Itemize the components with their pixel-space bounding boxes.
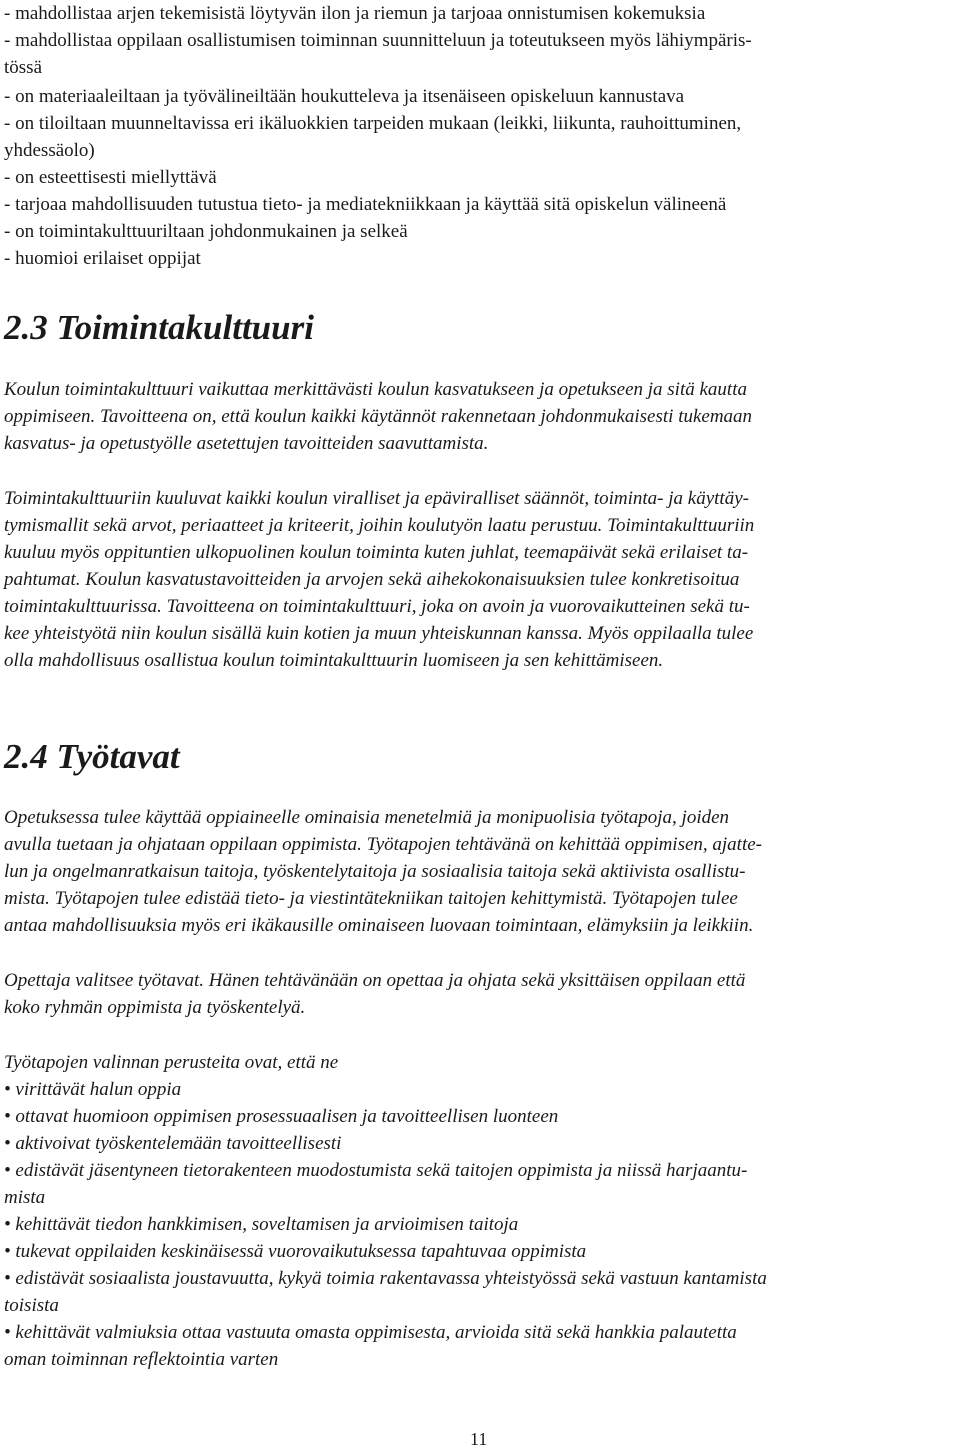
list-line: - on tiloiltaan muunneltavissa eri ikäluokkien tarpeiden mukaan (leikki, liikunta, rauhoittuminen, xyxy=(4,113,742,134)
paragraph-line: lun ja ongelmanratkaisun taitoja, työskentelytaitoja ja sosiaalisia taitoja sekä aktiivista osallistu- xyxy=(4,861,746,882)
paragraph-line: toimintakulttuurissa. Tavoitteena on toimintakulttuuri, joka on avoin ja vuorovaikutteinen sekä tu- xyxy=(4,596,750,617)
paragraph-line: mista. Työtapojen tulee edistää tieto- ja viestintätekniikan taitojen kehittymistä. Työtapojen tulee xyxy=(4,888,738,909)
page-number: 11 xyxy=(470,1429,488,1449)
paragraph-line: kee yhteistyötä niin koulun sisällä kuin kotien ja muun yhteiskunnan kanssa. Myös oppilaalla tulee xyxy=(4,623,754,644)
section-heading: 2.4 Työtavat xyxy=(4,737,180,776)
paragraph-line: Opettaja valitsee työtavat. Hänen tehtävänään on opettaa ja ohjata sekä yksittäisen oppilaan että xyxy=(4,970,746,991)
list-line: - huomioi erilaiset oppijat xyxy=(4,248,201,269)
paragraph-line: pahtumat. Koulun kasvatustavoitteiden ja arvojen sekä aihekokonaisuuksien tulee konkretisoitua xyxy=(4,569,740,590)
list-line: - mahdollistaa oppilaan osallistumisen toiminnan suunnitteluun ja toteutukseen myös lähiympäris- xyxy=(4,30,752,51)
section-heading: 2.3 Toimintakulttuuri xyxy=(4,308,314,347)
bullet-line: • tukevat oppilaiden keskinäisessä vuorovaikutuksessa tapahtuvaa oppimista xyxy=(4,1241,587,1262)
list-line: - on toimintakulttuuriltaan johdonmukainen ja selkeä xyxy=(4,221,408,242)
paragraph-line: Koulun toimintakulttuuri vaikuttaa merkittävästi koulun kasvatukseen ja opetukseen ja sitä kautta xyxy=(4,379,747,400)
list-line: yhdessäolo) xyxy=(4,140,95,161)
bullet-line: • kehittävät tiedon hankkimisen, soveltamisen ja arvioimisen taitoja xyxy=(4,1214,519,1235)
paragraph-line: kuuluu myös oppituntien ulkopuolinen koulun toiminta kuten juhlat, teemapäivät sekä erilaiset ta- xyxy=(4,542,749,563)
bullet-line: • aktivoivat työskentelemään tavoitteellisesti xyxy=(4,1133,342,1154)
paragraph-line: tymismallit sekä arvot, periaatteet ja kriteerit, joihin koulutyön laatu perustuu. Toimintakulttuuriin xyxy=(4,515,755,536)
list-line: - tarjoaa mahdollisuuden tutustua tieto- ja mediatekniikkaan ja käyttää sitä opiskelun välineenä xyxy=(4,194,727,215)
paragraph-line: kasvatus- ja opetustyölle asetettujen tavoitteiden saavuttamista. xyxy=(4,433,489,454)
bullet-line: • edistävät jäsentyneen tietorakenteen muodostumista sekä taitojen oppimista ja niissä harjaantu- xyxy=(4,1160,748,1181)
list-line: tössä xyxy=(4,57,42,78)
bullet-line: mista xyxy=(4,1187,46,1208)
paragraph-line: koko ryhmän oppimista ja työskentelyä. xyxy=(4,997,306,1018)
paragraph-line: oppimiseen. Tavoitteena on, että koulun kaikki käytännöt rakennetaan johdonmukaisesti tukemaan xyxy=(4,406,753,427)
bullet-line: • edistävät sosiaalista joustavuutta, kykyä toimia rakentavassa yhteistyössä sekä vastuun kantamista xyxy=(4,1268,767,1289)
list-line: - on materiaaleiltaan ja työvälineiltään houkutteleva ja itsenäiseen opiskeluun kannustava xyxy=(4,86,685,107)
bullet-line: oman toiminnan reflektointia varten xyxy=(4,1349,279,1370)
paragraph-line: Työtapojen valinnan perusteita ovat, että ne xyxy=(4,1052,339,1073)
paragraph-line: Opetuksessa tulee käyttää oppiaineelle ominaisia menetelmiä ja monipuolisia työtapoja, joiden xyxy=(4,807,730,828)
bullet-line: • virittävät halun oppia xyxy=(4,1079,182,1100)
bullet-line: toisista xyxy=(4,1295,59,1316)
paragraph-line: olla mahdollisuus osallistua koulun toimintakulttuurin luomiseen ja sen kehittämiseen. xyxy=(4,650,664,671)
paragraph-line: avulla tuetaan ja ohjataan oppilaan oppimista. Työtapojen tehtävänä on kehittää oppimisen, ajatte- xyxy=(4,834,762,855)
bullet-line: • kehittävät valmiuksia ottaa vastuuta omasta oppimisesta, arvioida sitä sekä hankkia palautetta xyxy=(4,1322,737,1343)
list-line: - on esteettisesti miellyttävä xyxy=(4,167,217,188)
paragraph-line: Toimintakulttuuriin kuuluvat kaikki koulun viralliset ja epäviralliset säännöt, toiminta- ja käyttäy- xyxy=(4,488,749,509)
paragraph-line: antaa mahdollisuuksia myös eri ikäkausille ominaiseen luovaan toimintaan, elämyksiin ja leikkiin. xyxy=(4,915,754,936)
bullet-line: • ottavat huomioon oppimisen prosessuaalisen ja tavoitteellisen luonteen xyxy=(4,1106,559,1127)
list-line: - mahdollistaa arjen tekemisistä löytyvän ilon ja riemun ja tarjoaa onnistumisen kokemuksia xyxy=(4,3,706,24)
